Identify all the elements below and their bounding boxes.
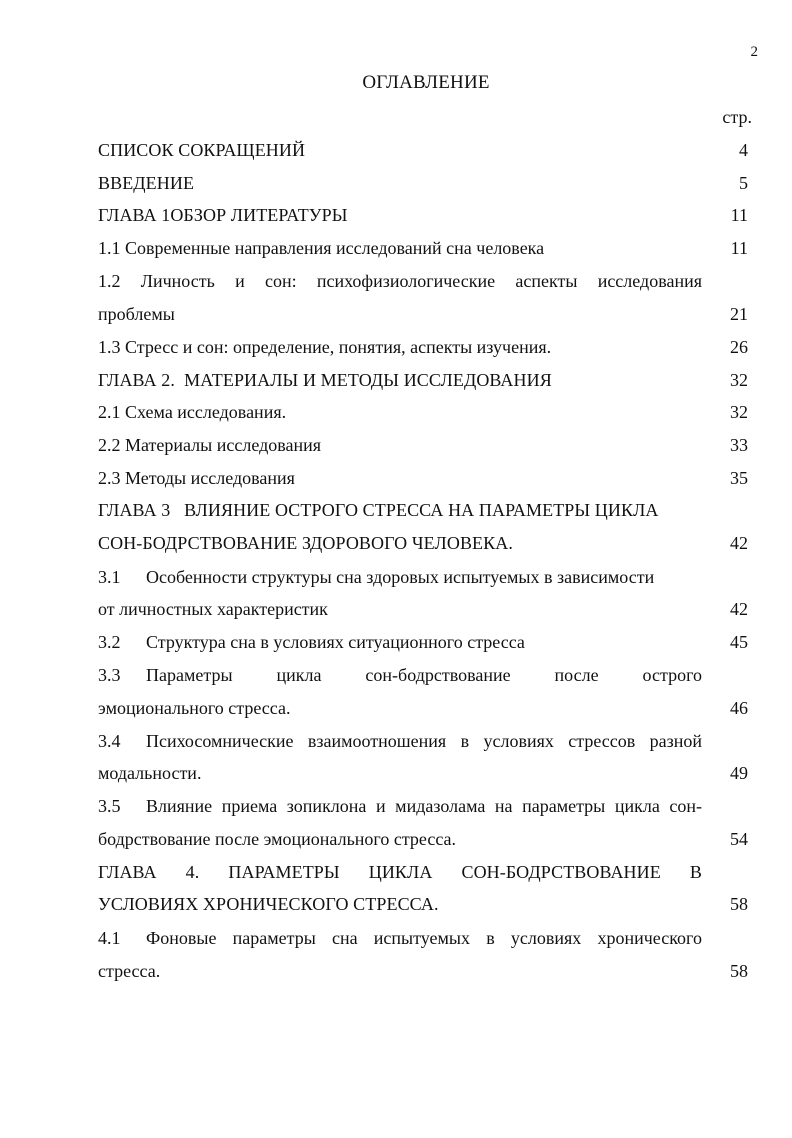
toc-entry-chapter-4-continued[interactable]: УСЛОВИЯХ ХРОНИЧЕСКОГО СТРЕССА. xyxy=(98,894,439,914)
toc-page-number: 49 xyxy=(730,763,748,783)
toc-page-number: 5 xyxy=(739,173,748,193)
toc-entry-2-3[interactable]: 2.3 Методы исследования xyxy=(98,468,295,488)
toc-page-number: 26 xyxy=(730,337,748,357)
toc-entry-text: Фоновые параметры сна испытуемых в условиях хронического xyxy=(146,928,702,948)
toc-page-number: 32 xyxy=(730,402,748,422)
toc-page-number: 54 xyxy=(730,829,748,849)
toc-entry-number: 4.1 xyxy=(98,928,121,948)
toc-page-number: 58 xyxy=(730,961,748,981)
toc-page-number: 11 xyxy=(730,205,748,225)
toc-page-number: 35 xyxy=(730,468,748,488)
toc-entry-chapter-2[interactable]: ГЛАВА 2. МАТЕРИАЛЫ И МЕТОДЫ ИССЛЕДОВАНИЯ xyxy=(98,370,552,390)
toc-entry-1-2-continued[interactable]: проблемы xyxy=(98,304,175,324)
toc-entry-2-1[interactable]: 2.1 Схема исследования. xyxy=(98,402,287,422)
toc-entry-chapter-4[interactable]: ГЛАВА 4. ПАРАМЕТРЫ ЦИКЛА СОН-БОДРСТВОВАНИЕ В xyxy=(98,862,702,882)
toc-entry-3-1[interactable] xyxy=(98,566,702,588)
toc-entry-2-2[interactable]: 2.2 Материалы исследования xyxy=(98,435,322,455)
toc-entry-1-2[interactable]: 1.2 Личность и сон: психофизиологические аспекты исследования xyxy=(98,271,702,291)
page-column-label: стр. xyxy=(722,107,752,127)
toc-entry-3-3[interactable] xyxy=(98,664,702,686)
toc-entry-text: Влияние приема зопиклона и мидазолама на параметры цикла сон- xyxy=(146,796,702,816)
toc-entry-number: 3.1 xyxy=(98,567,121,587)
toc-page-number: 42 xyxy=(730,599,748,619)
toc-page-number: 33 xyxy=(730,435,748,455)
toc-entry-text: Психосомнические взаимоотношения в условиях стрессов разной xyxy=(146,731,702,751)
toc-entry-introduction[interactable]: ВВЕДЕНИЕ xyxy=(98,173,195,193)
toc-entry-chapter-3[interactable]: ГЛАВА 3 ВЛИЯНИЕ ОСТРОГО СТРЕССА НА ПАРАМЕТРЫ ЦИКЛА xyxy=(98,500,659,520)
toc-page-number: 4 xyxy=(739,140,748,160)
toc-page-number: 11 xyxy=(730,238,748,258)
toc-entry-text: Параметры цикла сон-бодрствование после острого xyxy=(146,665,702,685)
toc-entry-3-2[interactable] xyxy=(98,631,702,653)
page-title: ОГЛАВЛЕНИЕ xyxy=(362,72,490,93)
toc-entry-3-3-continued[interactable]: эмоционального стресса. xyxy=(98,698,291,718)
toc-entry-1-1[interactable]: 1.1 Современные направления исследований сна человека xyxy=(98,238,545,258)
toc-entry-number: 3.2 xyxy=(98,632,121,652)
toc-entry-3-5[interactable] xyxy=(98,795,702,817)
toc-entry-4-1-continued[interactable]: стресса. xyxy=(98,961,161,981)
toc-entry-3-4-continued[interactable]: модальности. xyxy=(98,763,202,783)
toc-entry-text: Особенности структуры сна здоровых испытуемых в зависимости xyxy=(146,567,655,587)
toc-page-number: 42 xyxy=(730,533,748,553)
page-number: 2 xyxy=(750,44,758,60)
toc-entry-chapter-3-continued[interactable]: СОН-БОДРСТВОВАНИЕ ЗДОРОВОГО ЧЕЛОВЕКА. xyxy=(98,533,513,553)
toc-page-number: 46 xyxy=(730,698,748,718)
toc-entry-number: 3.5 xyxy=(98,796,121,816)
toc-entry-abbreviations[interactable]: СПИСОК СОКРАЩЕНИЙ xyxy=(98,140,306,160)
toc-entry-number: 3.3 xyxy=(98,665,121,685)
toc-page-number: 32 xyxy=(730,370,748,390)
toc-entry-1-3[interactable]: 1.3 Стресс и сон: определение, понятия, аспекты изучения. xyxy=(98,337,552,357)
toc-entry-3-1-continued[interactable]: от личностных характеристик xyxy=(98,599,328,619)
toc-entry-3-4[interactable] xyxy=(98,730,702,752)
toc-page-number: 58 xyxy=(730,894,748,914)
toc-page-number: 45 xyxy=(730,632,748,652)
toc-entry-text: Структура сна в условиях ситуационного стресса xyxy=(146,632,525,652)
toc-entry-chapter-1[interactable]: ГЛАВА 1ОБЗОР ЛИТЕРАТУРЫ xyxy=(98,205,348,225)
toc-entry-4-1[interactable] xyxy=(98,927,702,949)
toc-entry-3-5-continued[interactable]: бодрствование после эмоционального стресса. xyxy=(98,829,457,849)
toc-page-number: 21 xyxy=(730,304,748,324)
toc-entry-number: 3.4 xyxy=(98,731,121,751)
